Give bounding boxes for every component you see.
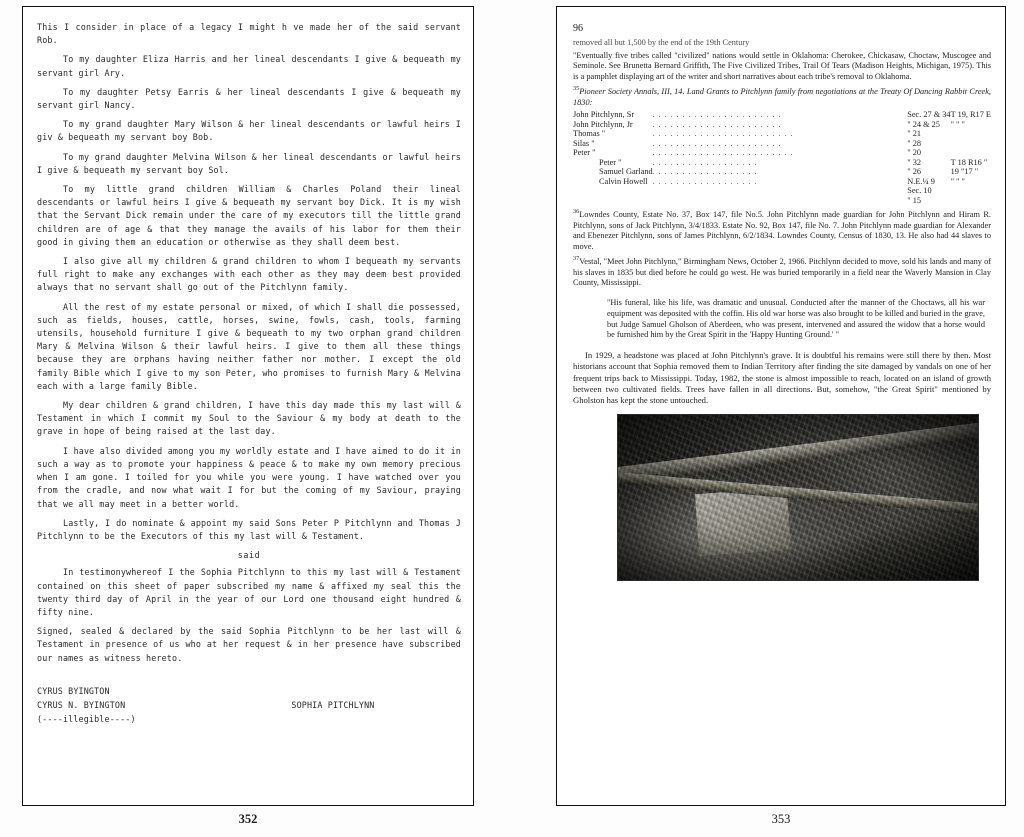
grant-township: T 19, R17 E [950,110,991,120]
will-text-body [37,21,461,727]
will-paragraph: To my daughter Eliza Harris and her lineal descendants I give & bequeath my servant girl Ary. [37,54,461,78]
footnote-eventually-five-tribes: "Eventually five tribes called "civilized" nations would settle in Oklahoma: Cherokee, Chickasaw, Choctaw, Muscogee and Seminole. See Brunetta Bernard Griffith, The Five Civilized Tribes, Trail Of Tears (Madison Heights, Michigan, 1975). This is a pamphlet displaying art of the writer and short narratives about each tribe's removal to Oklahoma. [573,50,991,81]
will-paragraph: My dear children & grand children, I have this day made this my last will & Testament in which I commit my Soul to the Saviour & my body at death to the grave in hope of being raised at the last day. [37,400,461,437]
grant-township [951,148,991,158]
body-paragraph-headstone: In 1929, a headstone was placed at John Pitchlynn's grave. It is doubtful his remains were still there by then. Most historians account that Sophia removed them to Indian Territory after finding the site damaged by vandals on one of her frequent trips back to Mississippi. Today, 1982, the stone is almost impossible to reach, located on an island of growth between two cultivated fields. Trees have fallen in all directions. But, somehow, "the Great Spirit" mentioned by Gholston has kept the stone untouched. [573,350,991,406]
grant-section: " 32 [907,157,922,167]
grant-name: Peter " [599,157,622,167]
grant-name: Silas " [573,138,595,148]
footnote-marker: 35 [573,85,580,93]
page-number-right: 353 [771,812,791,826]
table-row [573,167,991,177]
leader-dots: . . . . . . . . . . . . . . . . . . [652,176,758,186]
page-number-left: 352 [238,812,258,826]
grant-name [573,196,653,206]
grant-township: " " " [950,176,965,186]
will-paragraph: I also give all my children & grand children to whom I bequeath my servants full right to make any exchanges with each other as they may deem best provided always that no servant shall go out of the Pitchlynn family. [37,256,461,293]
grant-name: Samuel Garland [599,167,653,177]
table-row [573,129,991,139]
footnote-truncated: removed all but 1,500 by the end of the 19th Century [573,38,750,47]
will-paragraph: Lastly, I do nominate & appoint my said Sons Peter P Pitchlynn and Thomas J Pitchlynn to be the Executors of this my last will & Testament. [37,517,461,541]
table-row [573,186,991,196]
signature-witness: CYRUS N. BYINGTON [37,699,126,710]
will-paragraph: I have also divided among you my worldly estate and I have aimed to do it in such a way as to promote your happiness & peace & to make my own memory precious when I am gone. I toiled for you while you were young. I have watched over you from the cradle, and now what wait I for but the coming of my Saviour, praying that we all may meet in a better world. [37,445,461,509]
leader-dots: . . . . . . . . . . . . . . . . . . . . . . . . [652,129,794,139]
footnote-text: Vestal, "Meet John Pitchlynn," Birmingham News, October 2, 1966. Pitchlynn decided to move, sold his lands and many of his slaves in 1835 but died before he could go west. He was buried temporarily in a field near the Waverly Mansion in Clay County, Mississippi. [573,257,991,288]
table-row [573,120,991,130]
grant-name: Calvin Howell [599,176,648,186]
leader-dots [653,186,908,196]
will-paragraph: All the rest of my estate personal or mixed, of which I shall die possessed, such as fields, houses, cattle, horses, swine, fowls, cash, tools, farming utensils, household furniture I give & bequeath to my two orphan grand children Mary & Melvina Wilson & their lawful heirs. I give to them all these things because they are orphans having neither father nor mother. I except the old family Bible which I give to my son Peter, who promises to furnish Mary & Melvina each with a large family Bible. [37,301,461,391]
grant-section: " 20 [907,148,922,158]
leader-dots: . . . . . . . . . . . . . . . . . . [652,167,758,177]
grant-section: " 26 [907,167,922,177]
leader-dots: . . . . . . . . . . . . . . . . . . . . . . [652,138,782,148]
will-closing-paragraph: Signed, sealed & declared by the said Sophia Pitchlynn to be her last will & Testament in presence of us who at her request & in her presence have subscribed our names as witness hereto. [37,626,461,663]
grant-township [951,139,991,149]
book-page-body [573,23,991,581]
table-row [573,177,991,187]
grant-section: N.E.¼ 9 [907,176,935,186]
will-paragraph: To my daughter Petsy Earris & her lineal descendants I give & bequeath my servant girl Nancy. [37,86,461,111]
grant-township: " " " [950,119,965,129]
grant-section: " 15 [907,195,922,205]
land-grants-table [573,110,991,205]
grant-name: Thomas " [573,129,606,139]
signature-testator: SOPHIA PITCHLYNN [291,699,375,710]
table-row [573,110,991,120]
will-centered-word: said [237,550,261,561]
will-closing-paragraph: In testimonywhereof I the Sophia Pitchlynn to this my last will & Testament contained on this sheet of paper subscribed my name & affixed my seal this the twenty third day of April in the year of our Lord one thousand eight hundred & fifty nine. [37,567,461,617]
leader-dots [653,196,908,206]
signature-illegible: (----illegible----) [37,714,136,725]
leader-dots: . . . . . . . . . . . . . . . . . . . . . . [652,119,782,129]
will-paragraph: To my little grand children William & Charles Poland their lineal descendants or lawful heirs I give & bequeath my servant boy Dick. It is my wish that the Servant Dick remain under the care of my executors till the little grand children are of age & that they manage the avails of his labor for them their good in giving them an education or otherwise as they shall deem best. [37,184,461,247]
will-paragraph: To my grand daughter Melvina Wilson & her lineal descendants or lawful heirs I give & bequeath my servant boy Sol. [37,151,461,175]
footnote-text: Pioneer Society Annals, III, 14. Land Grants to Pitchlynn family from negotiations at the Treaty Of Dancing Rabbit Creek, 1830: [573,87,991,107]
grant-township [951,196,991,206]
footnote-pioneer-society-annals [573,84,991,108]
right-page-book-notes [556,6,1006,806]
signature-row [37,713,461,726]
table-row [573,158,991,168]
grant-township: T 18 R16 " [950,157,988,167]
grant-name: John Pitchlynn, Sr [573,110,635,120]
table-row [573,139,991,149]
signature-row [37,685,461,698]
grant-section: " 24 & 25 [907,119,940,129]
will-paragraph: To my grand daughter Mary Wilson & her lineal descendants or lawful heirs I giv & bequeath my servant boy Bob. [37,119,461,143]
left-page-will-document [22,6,474,806]
leader-dots: . . . . . . . . . . . . . . . . . . . . . . . . [652,148,794,158]
footnote-lowndes-county [573,207,991,252]
signature-witness: CYRUS BYINGTON [37,685,110,696]
photo-vignette-layer [618,415,978,580]
footnote-text: Lowndes County, Estate No. 37, Box 147, file No.5. John Pitchlynn made guardian for John Pitchlynn and Hiram R. Pitchlynn, sons of Jack Pitchlynn, 3/4/1833. Estate No. 92, Box 147, file No. 7. John Pitchlynn made guardian for Alexander and Ebenezer Pitchlynn, sons of James Pitchlynn, 6/2/1834. Lowndes County, Census of 1830, 13. He also had 44 slaves to move. [573,210,991,251]
table-row [573,148,991,158]
grant-section: Sec. 10 [907,186,932,196]
will-signature-block [37,685,461,727]
grant-section: " 28 [907,138,922,148]
footnote-marker: 37 [573,255,580,263]
grant-section: Sec. 27 & 34 [907,110,951,120]
grave-site-photograph [617,414,979,581]
table-row [573,196,991,206]
signature-blank [291,713,461,726]
grant-name: Peter " [573,148,596,158]
will-paragraph: This I consider in place of a legacy I might h ve made her of the said servant Rob. [37,22,461,46]
grant-township: 19 "17 " [950,167,979,177]
leader-dots: . . . . . . . . . . . . . . . . . . . . . . [652,110,782,120]
footnote-marker: 36 [573,208,580,216]
footnote-vestal [573,254,991,289]
signature-testator [291,685,461,698]
leader-dots: . . . . . . . . . . . . . . . . . . [652,157,758,167]
signature-row [37,699,461,712]
folio-number: 96 [573,23,583,34]
grant-name [573,186,653,196]
quoted-funeral-account: "His funeral, like his life, was dramatic and unusual. Conducted after the manner of the Choctaws, all his war equipment was deposited with the coffin. His old war horse was also brought to be killed and buried in the grave, but Judge Samuel Gholson of Aberdeen, who was present, intervened and assured the widow that a horse would be furnished him by the Great Spirit in the 'Happy Hunting Ground.' " [607,298,985,340]
grant-township [951,129,991,139]
grant-section: " 21 [907,129,922,139]
grant-township [951,186,991,196]
grant-name: John Pitchlynn, Jr [573,119,633,129]
